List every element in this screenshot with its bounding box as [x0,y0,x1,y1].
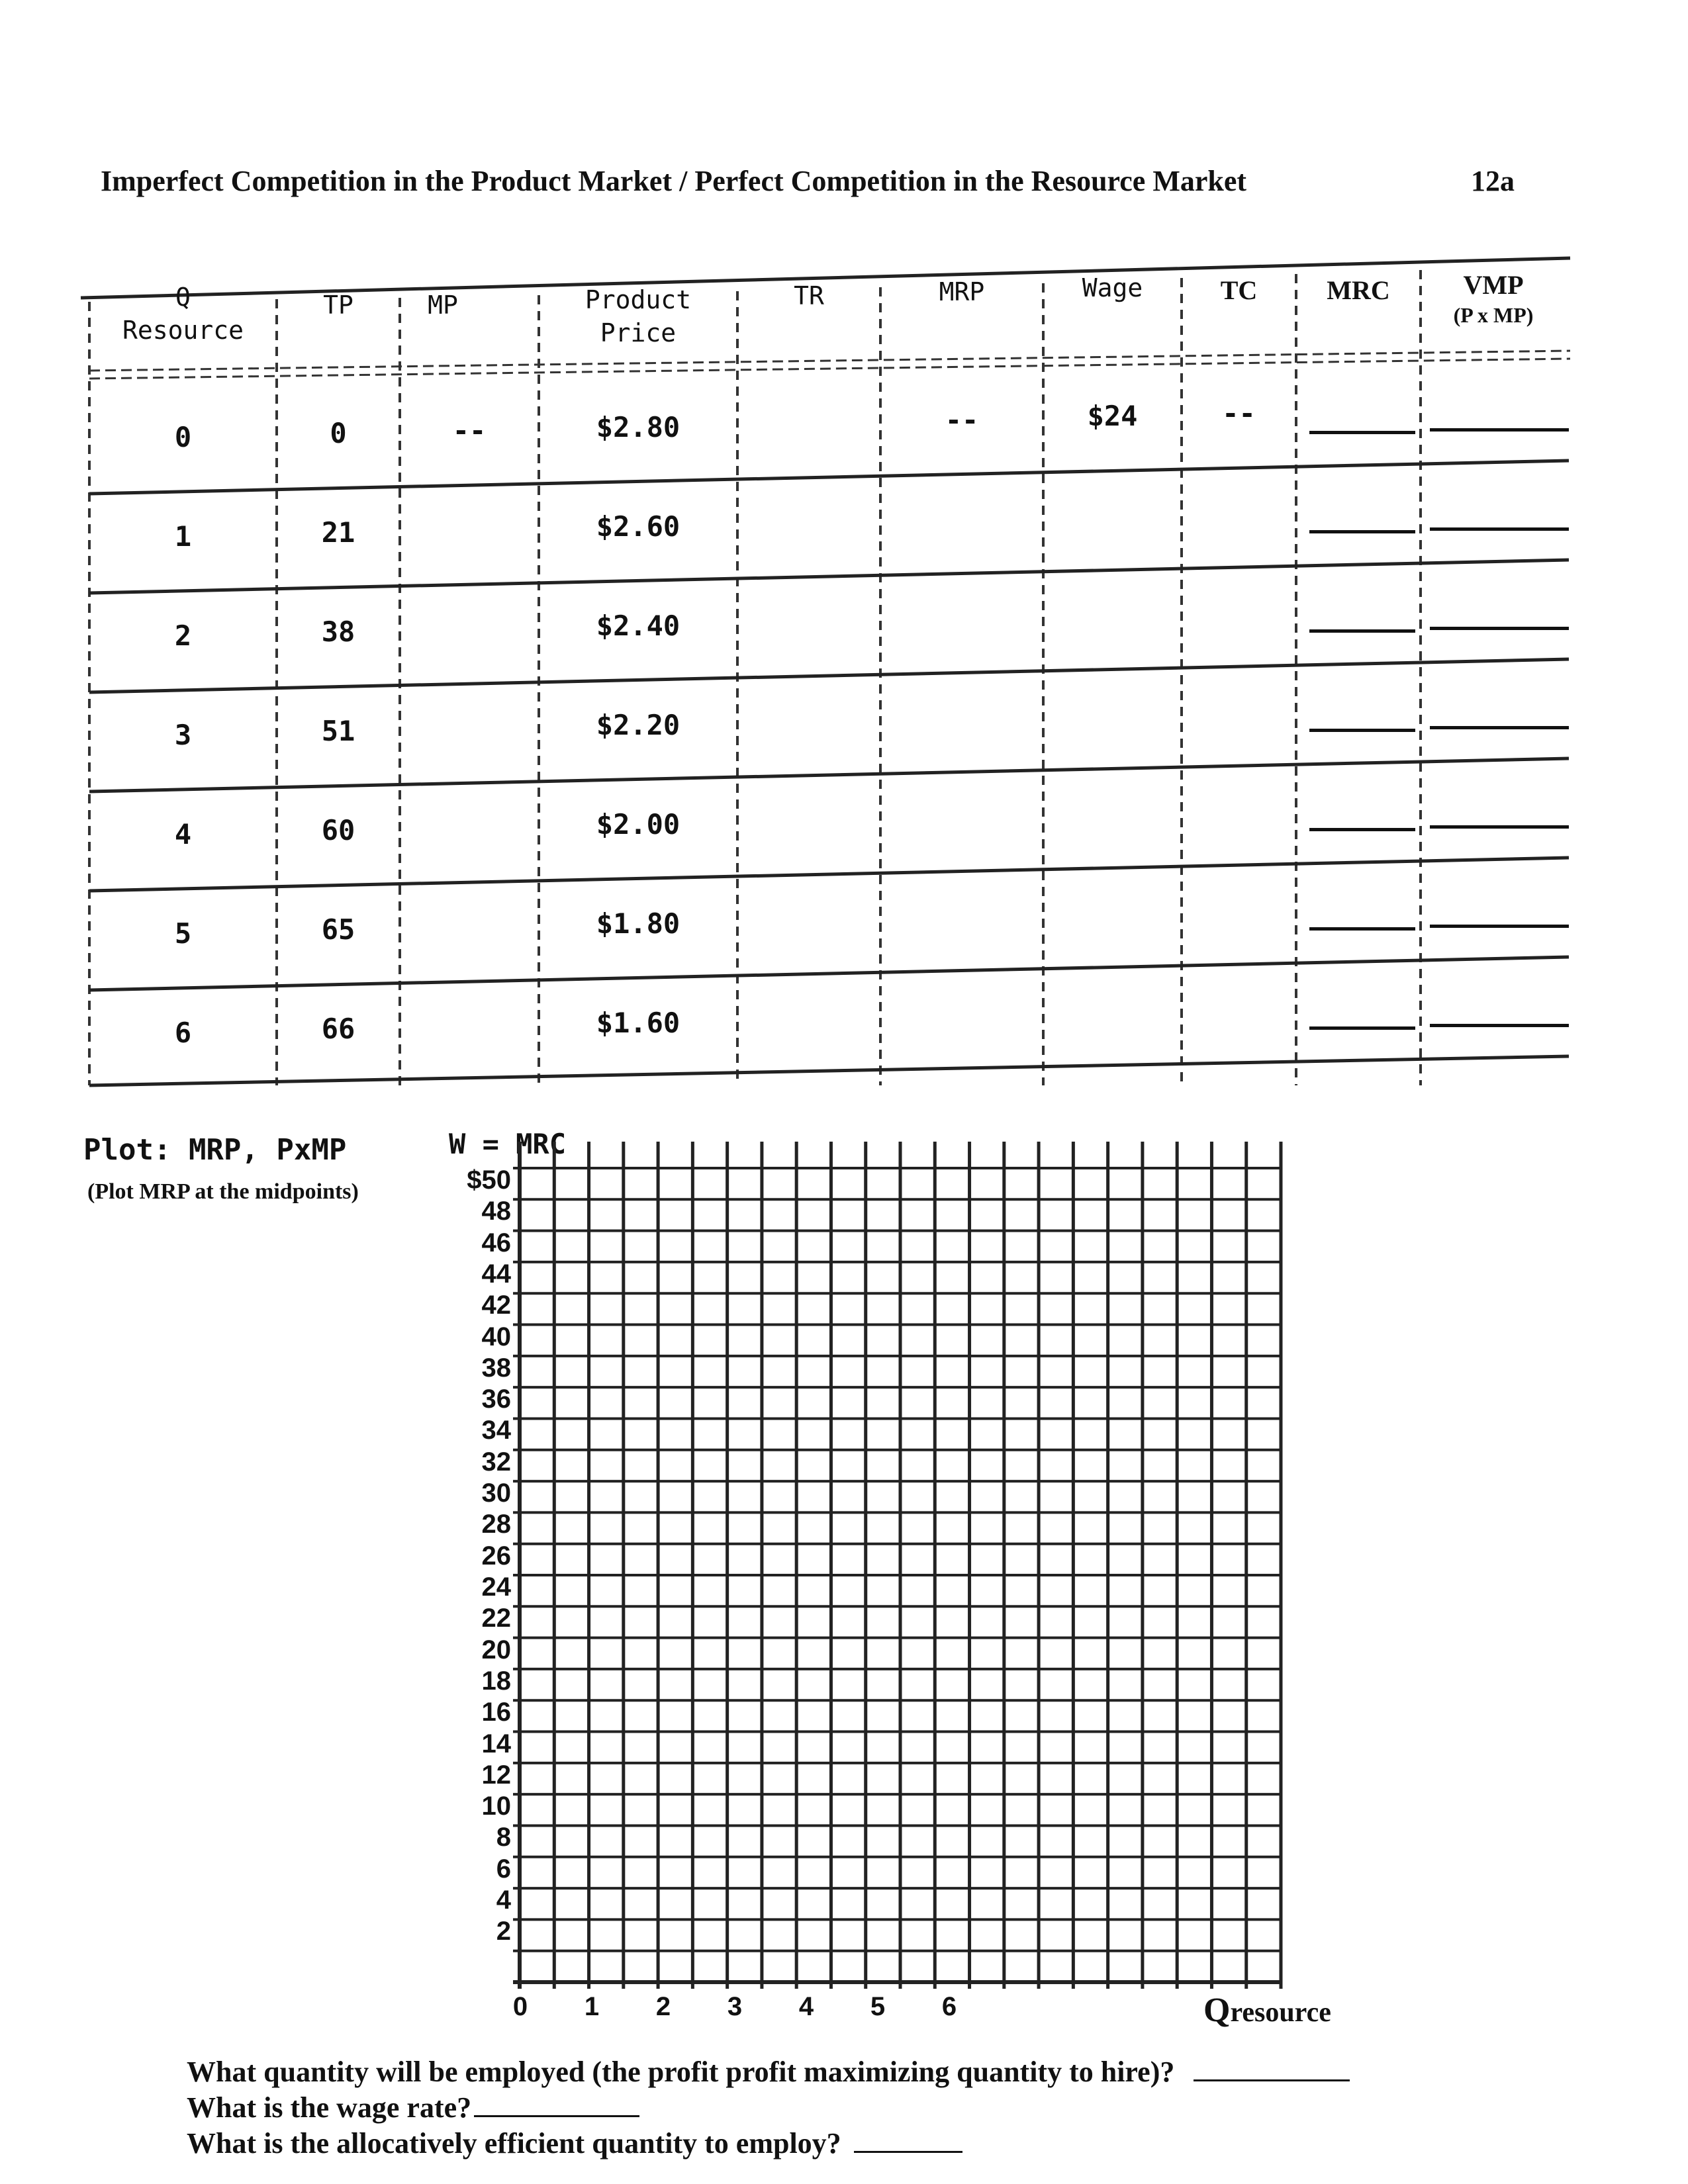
header-vmp-label: VMP [1463,270,1524,300]
y-tick-label: $50 [467,1165,511,1195]
header-tc: TC [1220,275,1258,305]
mrc-answer-line[interactable] [1309,629,1415,633]
x-tick-label: 2 [655,1992,671,2021]
y-tick-label: 16 [481,1698,511,1727]
plot-label: Plot: MRP, PxMP [83,1133,347,1167]
page-title: Imperfect Competition in the Product Market / Perfect Competition in the Resource Market [101,165,1247,197]
vmp-answer-line[interactable] [1430,825,1569,829]
y-tick-label: 6 [496,1854,511,1884]
vmp-answer-line[interactable] [1430,527,1569,531]
y-tick-label: 48 [481,1197,511,1226]
answer-blank-3[interactable] [854,2127,962,2153]
header-price-line2: Price [600,318,677,347]
cell-price: $2.40 [596,610,680,643]
y-tick-label: 36 [481,1385,511,1414]
x-axis-label-sub: resource [1230,1997,1331,2028]
header-q-label: Q [175,283,191,312]
header-tr: TR [794,281,824,310]
cell-price: $2.60 [596,510,680,543]
y-tick-label: 10 [481,1792,511,1821]
cell-mrp: -- [945,403,979,436]
cell-price: $2.80 [596,411,680,444]
y-tick-label: 20 [481,1635,511,1664]
y-tick-label: 34 [481,1416,511,1445]
header-mrp: MRP [939,277,985,306]
question-2 [187,2090,1350,2126]
mrc-answer-line[interactable] [1309,1026,1415,1030]
vmp-answer-line[interactable] [1430,627,1569,630]
mrc-answer-line[interactable] [1309,729,1415,732]
cell-q: 2 [174,619,192,652]
vmp-answer-line[interactable] [1430,1024,1569,1027]
y-tick-label: 44 [481,1259,511,1289]
cell-price: $1.60 [596,1007,680,1040]
mrc-answer-line[interactable] [1309,927,1415,931]
y-tick-label: 14 [481,1729,511,1758]
y-tick-label: 38 [481,1353,511,1383]
x-axis-label [1203,1991,1331,2030]
header-product-price [539,283,737,349]
y-tick-label: 4 [496,1886,511,1915]
cell-wage: $24 [1087,400,1138,433]
question-3-text: What is the allocatively efficient quantity to employ? [187,2127,841,2160]
cell-q: 0 [174,421,192,453]
y-tick-label: 30 [481,1479,511,1508]
mrc-answer-line[interactable] [1309,530,1415,533]
cell-tp: 38 [321,615,355,648]
header-price-line1: Product [585,285,692,314]
header-q [89,281,277,347]
y-tick-label: 24 [481,1572,511,1602]
y-tick-label: 22 [481,1604,511,1633]
cell-q: 3 [174,719,192,751]
y-tick-label: 18 [481,1666,511,1696]
y-tick-label: 26 [481,1541,511,1570]
y-tick-label: 40 [481,1322,511,1351]
question-1 [187,2054,1350,2090]
x-tick-label: 6 [941,1992,957,2021]
y-tick-label: 8 [496,1823,511,1852]
mrc-answer-line[interactable] [1309,828,1415,831]
question-1-text: What quantity will be employed (the profit profit maximizing quantity to hire)? [187,2056,1175,2088]
cell-tp: 66 [321,1012,355,1045]
vmp-answer-line[interactable] [1430,428,1569,432]
y-tick-label: 2 [496,1917,511,1946]
cell-tc: -- [1222,396,1256,430]
questions [187,2054,1350,2161]
answer-blank-1[interactable] [1194,2056,1350,2081]
x-tick-label: 4 [798,1992,814,2021]
answer-blank-2[interactable] [474,2091,639,2117]
cell-price: $2.20 [596,709,680,742]
page-number: 12a [1471,165,1515,197]
vmp-answer-line[interactable] [1430,726,1569,729]
y-tick-label: 12 [481,1760,511,1790]
header-mrc: MRC [1327,275,1390,305]
question-3 [187,2126,1350,2161]
header-vmp [1421,269,1566,328]
cell-q: 6 [174,1017,192,1049]
y-tick-label: 42 [481,1291,511,1320]
cell-tp: 65 [321,913,355,946]
cell-price: $2.00 [596,808,680,841]
cell-q: 1 [174,520,192,553]
w-mrc-label: W = MRC [449,1128,567,1160]
y-tick-label: 32 [481,1447,511,1477]
x-tick-label: 0 [512,1992,528,2021]
y-tick-label: 28 [481,1510,511,1539]
header-wage: Wage [1082,273,1143,302]
plot-note: (Plot MRP at the midpoints) [87,1179,359,1204]
header-resource-label: Resource [122,316,244,345]
x-tick-label: 3 [727,1992,743,2021]
mrc-answer-line[interactable] [1309,431,1415,434]
vmp-answer-line[interactable] [1430,925,1569,928]
y-tick-label: 46 [481,1228,511,1257]
x-tick-label: 5 [870,1992,886,2021]
cell-tp: 60 [321,813,355,846]
question-2-text: What is the wage rate? [187,2091,472,2124]
x-axis-label-q: Q [1203,1991,1231,2029]
cell-q: 4 [174,818,192,850]
header-mp: MP [428,291,458,320]
cell-q: 5 [174,917,192,950]
header-vmp-sub: (P x MP) [1453,303,1534,327]
cell-tp: 21 [321,516,355,549]
header-tp: TP [323,291,353,320]
cell-tp: 51 [321,714,355,747]
cell-price: $1.80 [596,907,680,940]
x-tick-label: 1 [584,1992,600,2021]
cell-mp: -- [452,414,487,447]
cell-tp: 0 [330,416,347,449]
